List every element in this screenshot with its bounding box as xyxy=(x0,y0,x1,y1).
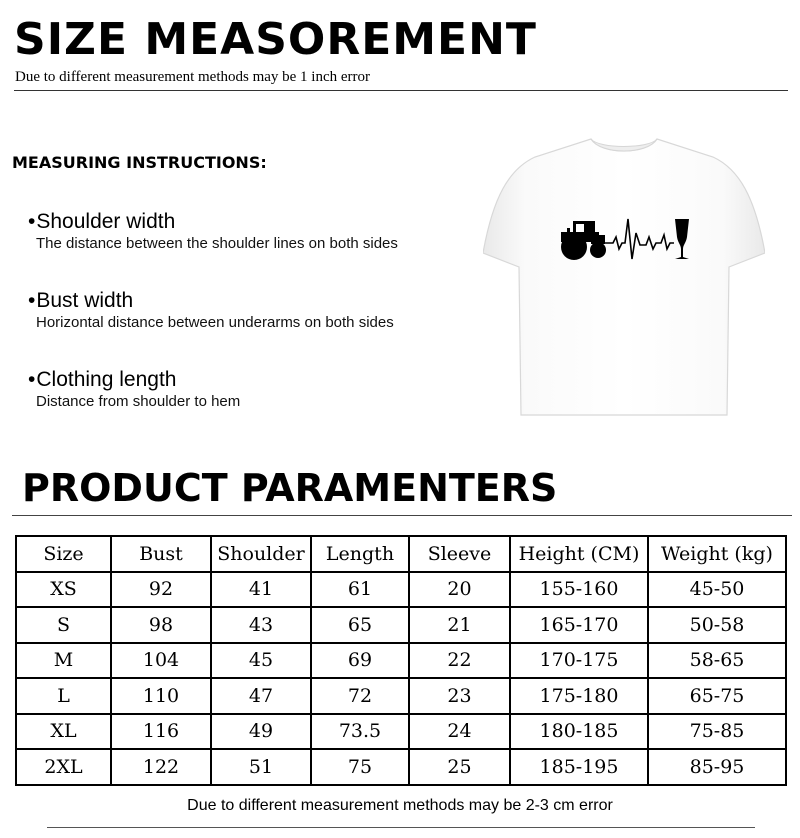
height-cell: 175-180 xyxy=(510,678,648,714)
bullet-icon: • xyxy=(28,210,36,233)
table-row xyxy=(16,607,786,643)
length-cell: 75 xyxy=(311,749,409,785)
measure-description: Horizontal distance between underarms on both sides xyxy=(36,314,394,331)
bust-cell: 104 xyxy=(111,643,211,679)
measure-title: Shoulder width xyxy=(36,210,176,233)
header-cell: Height (CM) xyxy=(510,536,648,572)
tshirt-image xyxy=(483,133,765,418)
tshirt-body xyxy=(483,139,765,415)
footer-note: Due to different measurement methods may be 2-3 cm error xyxy=(187,797,613,814)
bust-cell: 98 xyxy=(111,607,211,643)
bust-cell: 116 xyxy=(111,714,211,750)
instructions-heading: MEASURING INSTRUCTIONS: xyxy=(12,153,267,172)
length-cell: 61 xyxy=(311,572,409,608)
measure-description: Distance from shoulder to hem xyxy=(36,393,241,410)
weight-cell: 65-75 xyxy=(648,678,786,714)
measure-title: Clothing length xyxy=(36,368,177,391)
bust-cell: 110 xyxy=(111,678,211,714)
table-row xyxy=(16,749,786,785)
size-cell: XL xyxy=(16,714,111,750)
sleeve-cell: 20 xyxy=(409,572,510,608)
height-cell: 155-160 xyxy=(510,572,648,608)
height-cell: 165-170 xyxy=(510,607,648,643)
shoulder-cell: 49 xyxy=(211,714,311,750)
size-cell: L xyxy=(16,678,111,714)
measure-bust xyxy=(28,288,394,332)
sleeve-cell: 22 xyxy=(409,643,510,679)
params-divider xyxy=(12,515,792,516)
weight-cell: 45-50 xyxy=(648,572,786,608)
bust-cell: 92 xyxy=(111,572,211,608)
size-cell: 2XL xyxy=(16,749,111,785)
sleeve-cell: 24 xyxy=(409,714,510,750)
weight-cell: 75-85 xyxy=(648,714,786,750)
table-row xyxy=(16,572,786,608)
measure-shoulder xyxy=(28,209,398,253)
size-cell: M xyxy=(16,643,111,679)
shoulder-cell: 45 xyxy=(211,643,311,679)
measure-title: Bust width xyxy=(36,289,134,312)
weight-cell: 85-95 xyxy=(648,749,786,785)
measure-length xyxy=(28,367,240,411)
header-cell: Bust xyxy=(111,536,211,572)
bust-cell: 122 xyxy=(111,749,211,785)
bullet-icon: • xyxy=(28,368,36,391)
size-cell: S xyxy=(16,607,111,643)
table-row xyxy=(16,643,786,679)
table-row xyxy=(16,714,786,750)
table-row xyxy=(16,678,786,714)
sleeve-cell: 25 xyxy=(409,749,510,785)
table-header-row xyxy=(16,536,786,572)
params-title: PRODUCT PARAMENTERS xyxy=(22,466,558,510)
height-cell: 180-185 xyxy=(510,714,648,750)
measure-description: The distance between the shoulder lines on both sides xyxy=(36,235,398,252)
weight-cell: 58-65 xyxy=(648,643,786,679)
sleeve-cell: 23 xyxy=(409,678,510,714)
shoulder-cell: 51 xyxy=(211,749,311,785)
footer-divider xyxy=(47,827,755,828)
header-cell: Sleeve xyxy=(409,536,510,572)
header-cell: Length xyxy=(311,536,409,572)
size-cell: XS xyxy=(16,572,111,608)
height-cell: 185-195 xyxy=(510,749,648,785)
header-cell: Weight (kg) xyxy=(648,536,786,572)
bullet-icon: • xyxy=(28,289,36,312)
length-cell: 69 xyxy=(311,643,409,679)
shoulder-cell: 47 xyxy=(211,678,311,714)
length-cell: 72 xyxy=(311,678,409,714)
height-cell: 170-175 xyxy=(510,643,648,679)
page-title: SIZE MEASOREMENT xyxy=(14,14,537,65)
length-cell: 73.5 xyxy=(311,714,409,750)
length-cell: 65 xyxy=(311,607,409,643)
shoulder-cell: 43 xyxy=(211,607,311,643)
header-cell: Size xyxy=(16,536,111,572)
header-cell: Shoulder xyxy=(211,536,311,572)
weight-cell: 50-58 xyxy=(648,607,786,643)
size-table xyxy=(15,535,787,786)
sleeve-cell: 21 xyxy=(409,607,510,643)
header-divider xyxy=(14,90,788,91)
page-subtitle: Due to different measurement methods may be 1 inch error xyxy=(15,69,371,85)
shoulder-cell: 41 xyxy=(211,572,311,608)
